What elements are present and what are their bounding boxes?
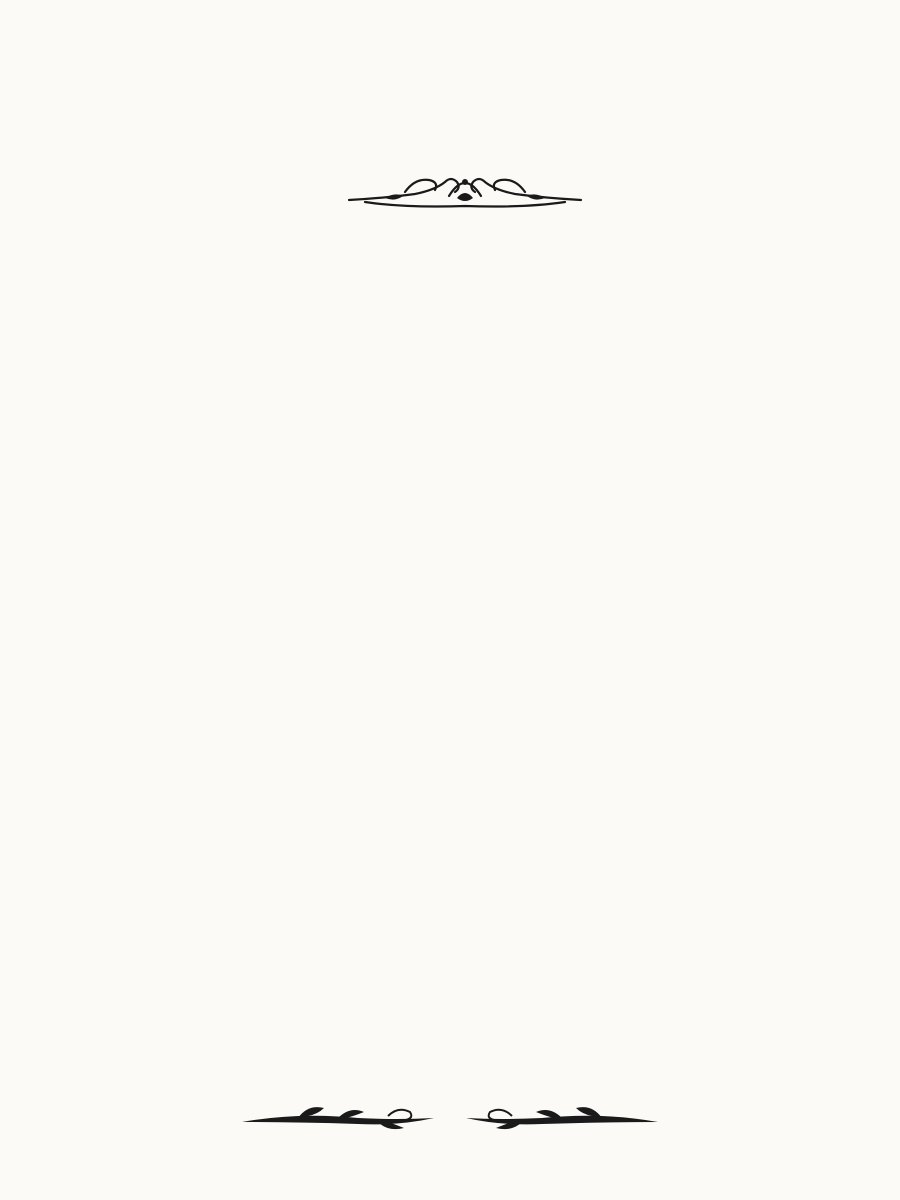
left-scroll-ornament-icon	[238, 1100, 438, 1136]
page-footer	[0, 1088, 900, 1148]
right-scroll-ornament-icon	[462, 1100, 662, 1136]
book-page	[92, 34, 837, 222]
heading-line-2	[92, 110, 837, 160]
heading-line-1	[92, 60, 837, 110]
chapter-heading	[92, 60, 837, 160]
flourish-ornament-icon	[345, 168, 585, 214]
